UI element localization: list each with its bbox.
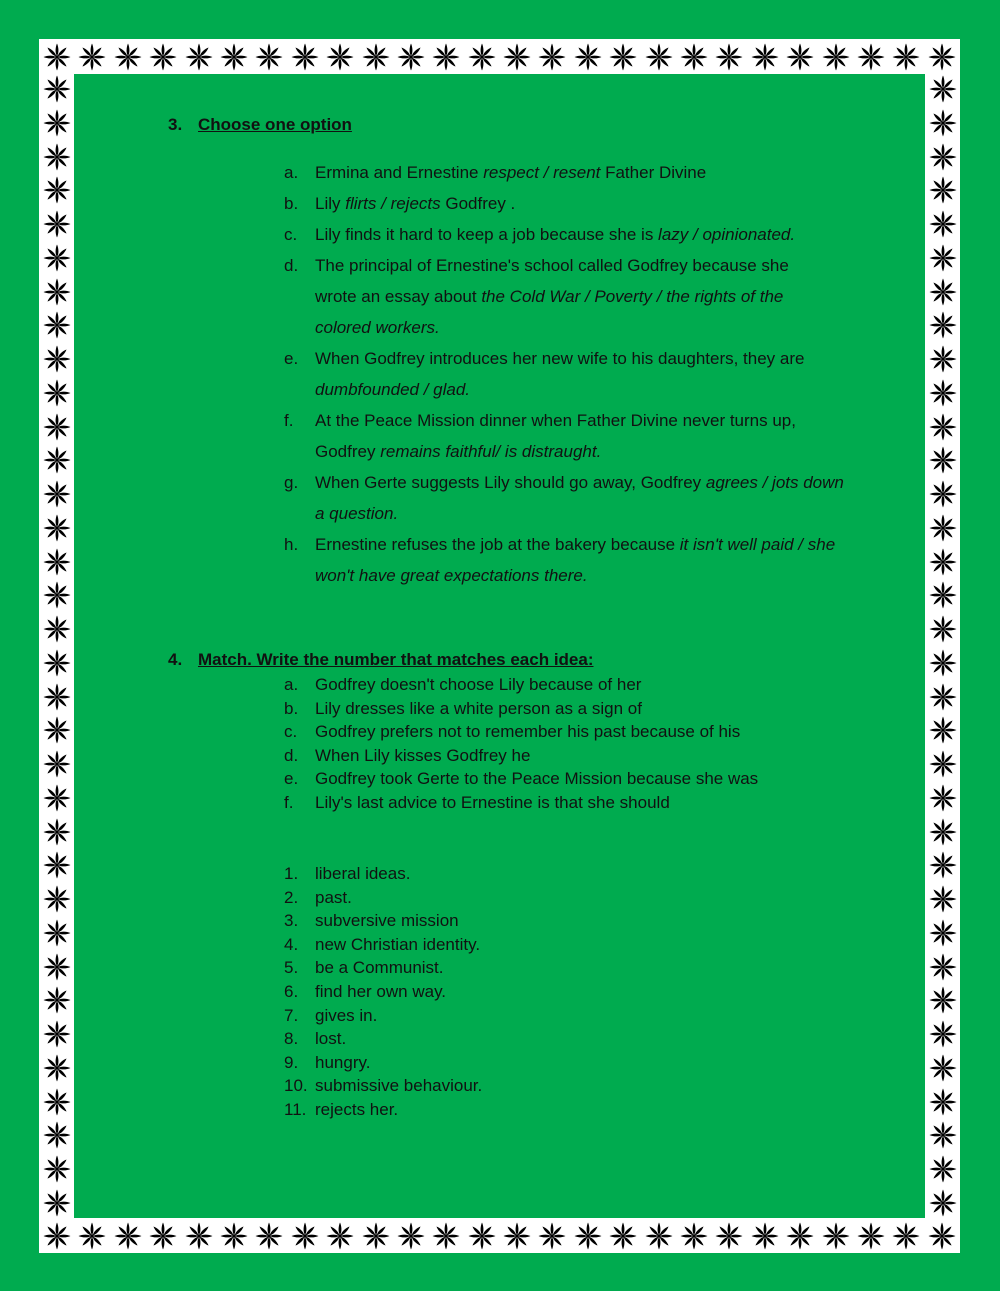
- idea-item-a: [284, 673, 844, 697]
- item-marker: e.: [284, 769, 299, 789]
- option-item-6: [284, 980, 844, 1004]
- item-text: past.: [315, 887, 352, 907]
- option-item-11: [284, 1098, 844, 1122]
- item-marker: b.: [284, 194, 299, 213]
- item-options: lazy / opinionated.: [658, 225, 796, 244]
- section-3-title: Choose one option: [198, 115, 352, 134]
- item-marker: a.: [284, 163, 299, 182]
- item-text: Godfrey doesn't choose Lily because of her: [315, 675, 642, 694]
- item-options: flirts / rejects: [345, 194, 441, 213]
- section-4-number: 4.: [168, 650, 183, 669]
- item-marker: g.: [284, 473, 299, 492]
- item-marker: d.: [284, 256, 299, 275]
- item-marker: a.: [284, 675, 299, 694]
- item-text: Lily: [315, 194, 346, 213]
- item-text: gives in.: [315, 1005, 378, 1025]
- item-text: new Christian identity.: [315, 934, 481, 954]
- idea-item-b: [284, 697, 844, 721]
- choose-item-b: [284, 188, 844, 219]
- item-options: dumbfounded / glad.: [315, 380, 471, 399]
- item-text: At the Peace Mission dinner when Father Divine never turns up, Godfrey: [315, 411, 796, 461]
- item-text-end: Father Divine: [600, 163, 707, 182]
- item-options: it isn't well paid / she won't have great expectations there.: [315, 535, 836, 585]
- item-options: agrees / jots down a question.: [315, 473, 844, 523]
- item-marker: c.: [284, 722, 298, 742]
- choose-item-g: [284, 467, 844, 529]
- item-text: Lily finds it hard to keep a job because she is: [315, 225, 659, 244]
- item-marker: 4.: [284, 934, 299, 954]
- option-item-4: [284, 933, 844, 957]
- item-text: Godfrey took Gerte to the Peace Mission because she was: [315, 769, 759, 789]
- choose-item-e: [284, 343, 844, 405]
- option-item-7: [284, 1004, 844, 1028]
- item-marker: 7.: [284, 1005, 299, 1025]
- choose-option-list: [284, 157, 844, 591]
- item-marker: 11.: [284, 1099, 307, 1119]
- section-3-heading: [168, 115, 352, 135]
- item-marker: 8.: [284, 1029, 299, 1049]
- item-text: Ernestine refuses the job at the bakery because: [315, 535, 680, 554]
- item-text: Lily's last advice to Ernestine is that she should: [315, 792, 670, 812]
- match-options-list: [284, 862, 844, 1122]
- item-marker: d.: [284, 745, 299, 765]
- idea-item-d: [284, 744, 844, 768]
- option-item-1: [284, 862, 844, 886]
- option-item-2: [284, 886, 844, 910]
- idea-item-c: [284, 720, 844, 744]
- item-text: subversive mission: [315, 911, 459, 931]
- option-item-9: [284, 1051, 844, 1075]
- item-text: liberal ideas.: [315, 864, 411, 883]
- item-marker: f.: [284, 411, 294, 430]
- option-item-10: [284, 1074, 844, 1098]
- choose-item-a: [284, 157, 844, 188]
- item-marker: 5.: [284, 958, 299, 978]
- item-options: the Cold War / Poverty / the rights of the colored workers.: [315, 287, 784, 337]
- option-item-3: [284, 909, 844, 933]
- section-4-title: Match. Write the number that matches each idea:: [198, 650, 594, 669]
- item-marker: 3.: [284, 911, 299, 931]
- item-options: remains faithful/ is distraught.: [380, 442, 602, 461]
- item-text: hungry.: [315, 1052, 371, 1072]
- item-marker: 6.: [284, 981, 299, 1001]
- item-text: find her own way.: [315, 981, 447, 1001]
- choose-item-f: [284, 405, 844, 467]
- item-text: Lily dresses like a white person as a sign of: [315, 698, 642, 718]
- choose-item-h: [284, 529, 844, 591]
- item-marker: f.: [284, 792, 294, 812]
- item-marker: 2.: [284, 887, 299, 907]
- item-text: When Gerte suggests Lily should go away, Godfrey: [315, 473, 706, 492]
- section-4-heading: [168, 650, 594, 670]
- item-text: be a Communist.: [315, 958, 444, 978]
- section-3-number: 3.: [168, 115, 183, 134]
- item-text: When Godfrey introduces her new wife to his daughters, they are: [315, 349, 805, 368]
- item-marker: 10.: [284, 1076, 308, 1096]
- item-marker: h.: [284, 535, 299, 554]
- item-text: Godfrey prefers not to remember his past because of his: [315, 722, 741, 742]
- item-marker: 1.: [284, 864, 299, 883]
- choose-item-c: [284, 219, 844, 250]
- idea-item-f: [284, 791, 844, 815]
- item-text: The principal of Ernestine's school called Godfrey because she wrote an essay about: [315, 256, 789, 306]
- choose-item-d: [284, 250, 844, 343]
- item-text: rejects her.: [315, 1099, 399, 1119]
- option-item-5: [284, 956, 844, 980]
- item-marker: b.: [284, 698, 299, 718]
- item-text: Ermina and Ernestine: [315, 163, 484, 182]
- idea-item-e: [284, 767, 844, 791]
- item-text: When Lily kisses Godfrey he: [315, 745, 531, 765]
- option-item-8: [284, 1027, 844, 1051]
- item-marker: c.: [284, 225, 298, 244]
- item-options: respect / resent: [483, 163, 601, 182]
- match-ideas-list: [284, 673, 844, 815]
- item-marker: 9.: [284, 1052, 299, 1072]
- item-text: submissive behaviour.: [315, 1076, 483, 1096]
- item-text: lost.: [315, 1029, 347, 1049]
- item-text-end: Godfrey .: [440, 194, 516, 213]
- item-marker: e.: [284, 349, 299, 368]
